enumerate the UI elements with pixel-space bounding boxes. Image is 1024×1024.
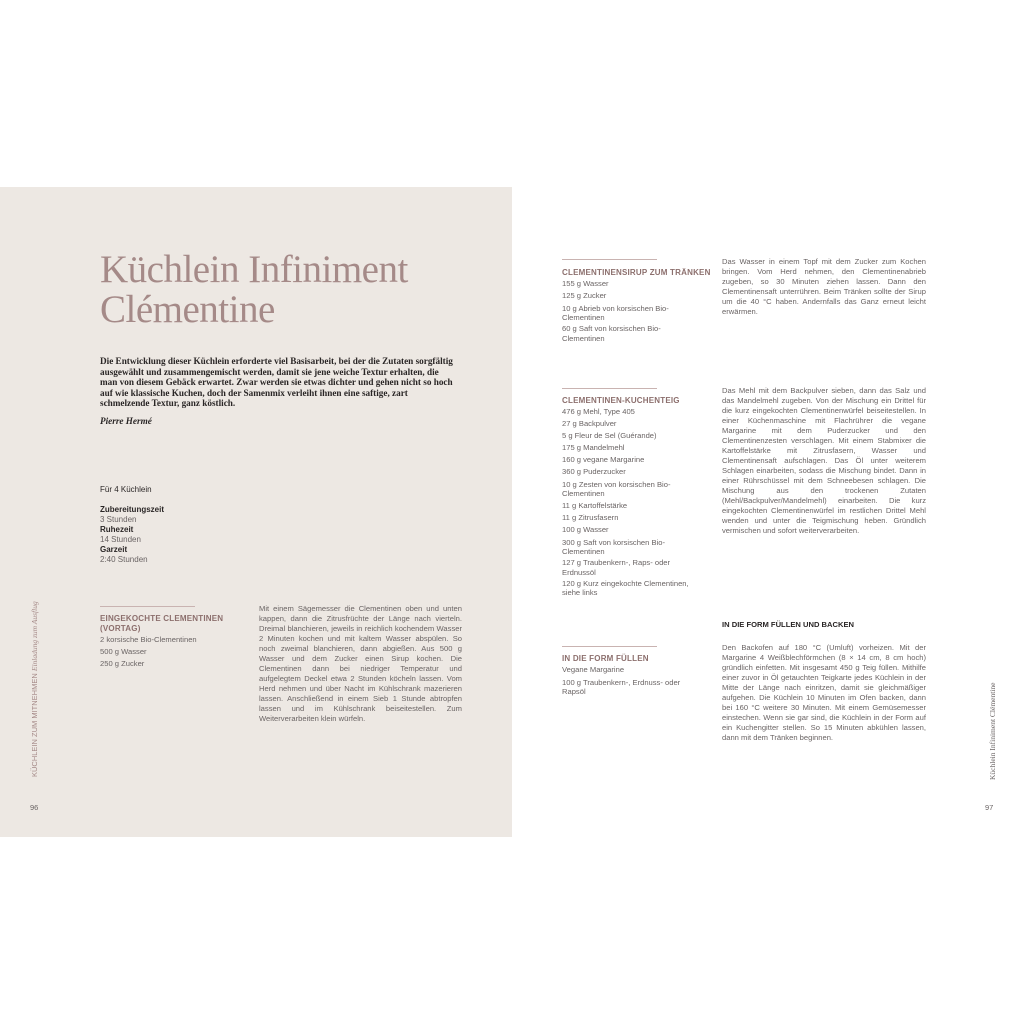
instructions-sirup: Das Wasser in einem Topf mit dem Zucker zum Kochen bringen. Vom Herd nehmen, den Clementinenabrieb zugeben, so 30 Minuten ziehen lassen. Dann den Clementinensaft unterrühren. Beim Tränken sollte der Sirup um die 40 °C haben. Andernfalls das Ganz erneut leicht erwärmen. <box>722 257 926 316</box>
ingredient-item: 127 g Traubenkern-, Raps- oder Erdnussöl <box>562 558 671 577</box>
ingredient-item: 175 g Mandelmehl <box>562 443 625 452</box>
ingredient-item: 500 g Wasser <box>100 647 147 656</box>
title-line-2: Clémentine <box>100 288 275 331</box>
chapter-sublabel: Einladung zum Ausflug <box>30 601 39 672</box>
author-name: Pierre Hermé <box>100 416 152 426</box>
rest-time-value: 14 Stunden <box>100 535 141 544</box>
ingredient-item: 155 g Wasser <box>562 279 609 288</box>
ingredient-item: 10 g Zesten von korsischen Bio-Clementinen <box>562 479 671 498</box>
ingredient-item: 100 g Traubenkern-, Erdnuss- oder Rapsöl <box>562 677 681 696</box>
ingredient-item: 27 g Backpulver <box>562 419 617 428</box>
rest-time-label: Ruhezeit <box>100 525 134 534</box>
prep-time-label: Zubereitungszeit <box>100 505 165 514</box>
prep-time-value: 3 Stunden <box>100 515 137 524</box>
page-number-right: 97 <box>985 803 994 812</box>
instructions-clementinen: Mit einem Sägemesser die Clementinen oben und unten kappen, dann die Zitrusfrüchte der Länge nach vierteln. Dreimal blanchieren, jeweils in reichlich kochendem Wasser 2 Minuten kochen und mit kaltem Wasser abspülen. So noch zweimal blanchieren, dann abgießen. Aus 500 g Wasser und dem Zucker einen Sirup kochen. Die Clementinen dann bei niedriger Temperatur und aufgelegtem Deckel etwa 2 Stunden köcheln lassen. Vom Herd nehmen und über Nacht im Kühlschrank mazerieren lassen. Anschließend in einem Sieb 1 Stunde abtropfen lassen und im Kühlschrank beiseitestellen. Zum Weiterverarbeiten klein würfeln. <box>259 604 462 723</box>
ingredient-item: 125 g Zucker <box>562 291 607 300</box>
page-number-left: 96 <box>30 803 39 812</box>
cook-time-value: 2:40 Stunden <box>100 555 148 564</box>
section-divider <box>562 388 657 389</box>
recipe-meta <box>100 485 300 565</box>
ingredient-item: 476 g Mehl, Type 405 <box>562 407 635 416</box>
ingredient-item: 10 g Abrieb von korsischen Bio-Clementinen <box>562 303 669 322</box>
instructions-teig: Das Mehl mit dem Backpulver sieben, dann das Salz und das Mandelmehl zugeben. Von der Mischung ein Drittel für die kurz eingekochten Clementinenwürfel beiseitestellen. In einer Küchenmaschine mit Flachrührer die vegane Margarine mit dem Puderzucker und den Clementinenzesten verschlagen. Mit einem Stabmixer die Kartoffelstärke mit Zitrusfasern, Wasser und Clementinensaft aufschlagen. Das Öl unter weiterem Schlagen einarbeiten, sodass die Mischung bindet. Dann in einer Rührschüssel mit dem Schneebesen schlagen. Die Mischung aus den trockenen Zutaten (Mehl/Backpulver/Mandelmehl) einarbeiten. Die kurz eingekochten Clementinenwürfel im restlichen Drittel Mehl wenden und unter die Teigmischung heben. Gründlich vermischen und sofort weiterverarbeiten. <box>722 386 926 535</box>
section-title-form: IN DIE FORM FÜLLEN <box>562 654 649 663</box>
instructions-form: Den Backofen auf 180 °C (Umluft) vorheizen. Mit der Margarine 4 Weißblechförmchen (8 × 14 cm, 8 cm hoch) gründlich einfetten. Mit insgesamt 450 g Teig füllen. Mithilfe einer zuvor in Öl getauchten Teigkarte jedes Küchlein in der Mitte der Länge nach einritzen, damit sie gleichmäßiger aufgehen. Die Küchlein 10 Minuten im Ofen backen, dann bei 160 °C weitere 30 Minuten. Mit einem Gemüsemesser einstechen. Wenn sie gar sind, die Küchlein in der Form auf ein Kuchengitter stellen. So 15 Minuten abkühlen lassen, dann mit dem Tränken beginnen. <box>722 643 926 742</box>
ingredient-item: 120 g Kurz eingekochte Clementinen, siehe links <box>562 578 689 597</box>
vertical-running-head-right: Küchlein Infiniment Clémentine <box>988 682 997 780</box>
recipe-title <box>100 250 500 330</box>
ingredient-item: 250 g Zucker <box>100 659 145 668</box>
ingredient-list-clementinen <box>100 634 240 670</box>
ingredient-item: 60 g Saft von korsischen Bio-Clementinen <box>562 324 661 343</box>
ingredient-item: 2 korsische Bio-Clementinen <box>100 635 197 644</box>
ingredient-item: 360 g Puderzucker <box>562 467 626 476</box>
section-title-teig: CLEMENTINEN-KUCHENTEIG <box>562 396 680 405</box>
vertical-running-head-left <box>30 587 42 777</box>
chapter-label: KÜCHLEIN ZUM MITNEHMEN <box>30 673 39 777</box>
ingredient-item: 11 g Zitrusfasern <box>562 513 619 522</box>
ingredient-list-form <box>562 664 702 698</box>
subhead-backen: IN DIE FORM FÜLLEN UND BACKEN <box>722 620 855 629</box>
yield-text: Für 4 Küchlein <box>100 485 152 494</box>
section-divider <box>100 606 195 607</box>
ingredient-list-sirup <box>562 278 702 345</box>
ingredient-item: 300 g Saft von korsischen Bio-Clementinen <box>562 537 665 556</box>
section-divider <box>562 259 657 260</box>
cook-time-label: Garzeit <box>100 545 128 554</box>
section-title-clementinen: EINGEKOCHTE CLEMENTINEN (VORTAG) <box>100 614 224 633</box>
ingredient-item: 100 g Wasser <box>562 525 609 534</box>
ingredient-item: 11 g Kartoffelstärke <box>562 501 628 510</box>
title-line-1: Küchlein Infiniment <box>100 248 408 291</box>
intro-text: Die Entwicklung dieser Küchlein erforderte viel Basisarbeit, bei der die Zutaten sorgfältig ausgewählt und zusammengemischt werden, damit sie jene weiche Textur erhalten, die man von diesem Gebäck erwartet. Zwar werden sie etwas dichter und gehen nicht so hoch auf wie klassische Kuchen, doch der Samenmix verleiht ihnen eine saftige, zart schmelzende Textur, ganz köstlich. <box>100 356 453 409</box>
ingredient-list-teig <box>562 406 702 599</box>
ingredient-item: Vegane Margarine <box>562 665 625 674</box>
ingredient-item: 5 g Fleur de Sel (Guérande) <box>562 431 657 440</box>
section-title-sirup: CLEMENTINENSIRUP ZUM TRÄNKEN <box>562 268 711 277</box>
section-divider <box>562 646 657 647</box>
ingredient-item: 160 g vegane Margarine <box>562 455 645 464</box>
